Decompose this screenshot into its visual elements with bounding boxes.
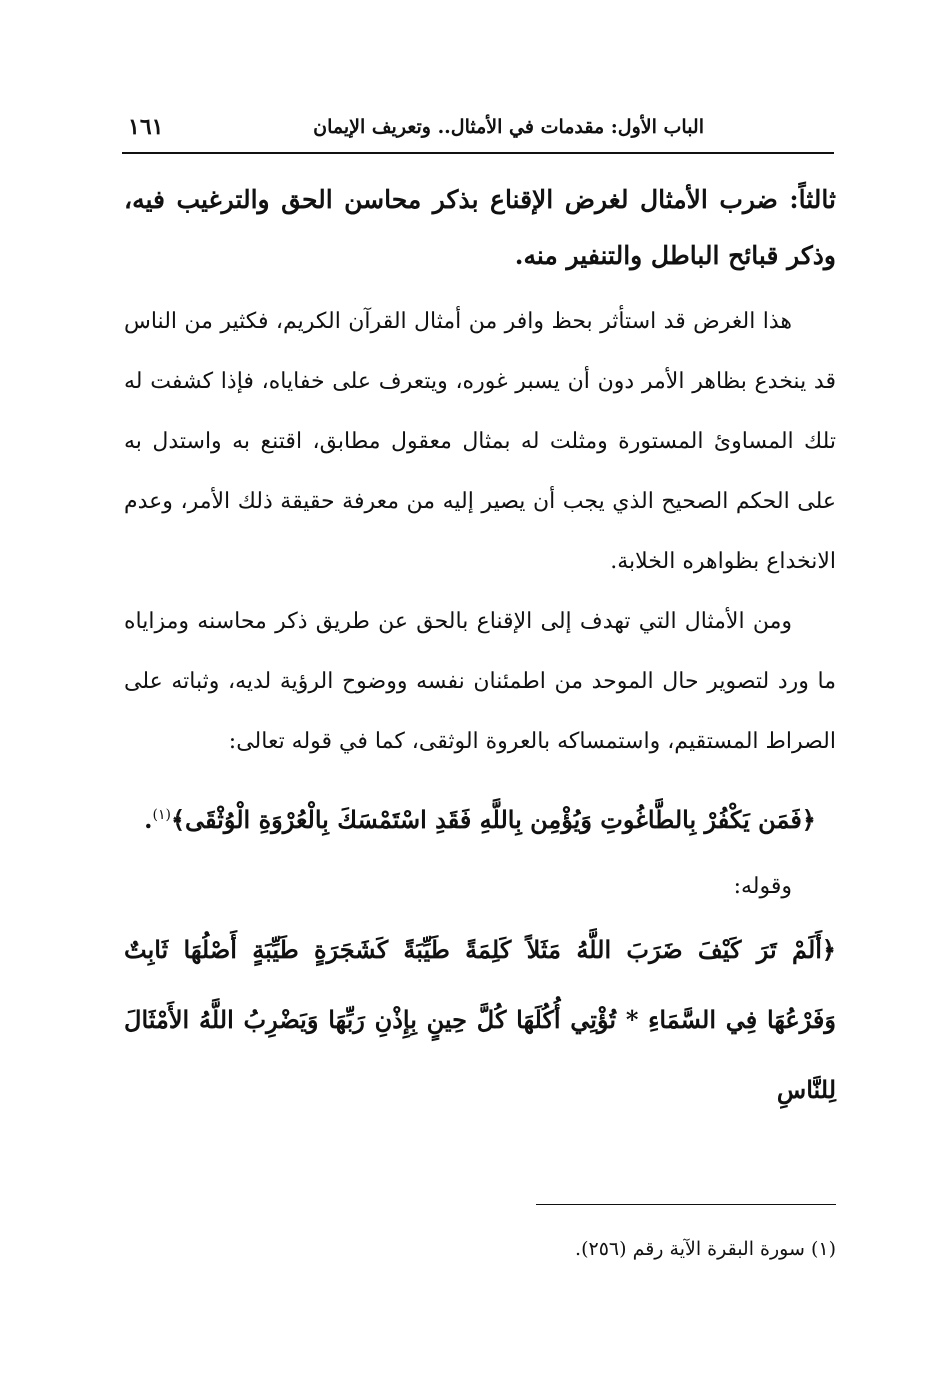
page-body — [124, 172, 836, 1125]
verse-end: . — [144, 805, 153, 834]
page-number: ١٦١ — [128, 114, 164, 140]
running-title: الباب الأول: مقدمات في الأمثال.. وتعريف الإيمان — [313, 116, 704, 138]
verse-text: ﴿فَمَن يَكْفُرْ بِالطَّاغُوتِ وَيُؤْمِن بِاللَّهِ فَقَدِ اسْتَمْسَكَ بِالْعُرْوَةِ الْوُثْقَى﴾ — [170, 805, 816, 834]
quran-verse: ﴿أَلَمْ تَرَ كَيْفَ ضَرَبَ اللَّهُ مَثَلاً كَلِمَةً طَيِّبَةً كَشَجَرَةٍ طَيِّبَةٍ أَصْلُهَا ثَابِتٌ وَفَرْعُهَا فِي السَّمَاءِ * تُؤْتِي أُكُلَهَا كُلَّ حِينٍ بِإِذْنِ رَبِّهَا وَيَضْرِبُ اللَّهُ الأَمْثَالَ لِلنَّاسِ — [124, 935, 836, 1104]
footnote-divider — [536, 1204, 836, 1205]
footnote-marker: (١) — [152, 807, 171, 823]
paragraph: هذا الغرض قد استأثر بحظ وافر من أمثال القرآن الكريم، فكثير من الناس قد ينخدع بظاهر الأمر دون أن يسبر غوره، ويتعرف على خفاياه، فإذا كشفت له تلك المساوئ المستورة ومثلت له بمثال معقول مطابق، اقتنع به واستدل به على الحكم الصحيح الذي يجب أن يصير إليه من معرفة حقيقة ذلك الأمر، وعدم الانخداع بظواهره الخلابة. — [124, 309, 837, 574]
footnote: (١) سورة البقرة الآية رقم (٢٥٦). — [575, 1238, 836, 1260]
section-heading: ثالثاً: ضرب الأمثال لغرض الإقناع بذكر محاسن الحق والترغيب فيه، وذكر قبائح الباطل والتنفير منه. — [124, 185, 836, 270]
quran-verse — [124, 782, 836, 853]
paragraph: ومن الأمثال التي تهدف إلى الإقناع بالحق عن طريق ذكر محاسنه ومزاياه ما ورد لتصوير حال الموحد من اطمئنان نفسه ووضوح الرؤية لديه، وثباته على الصراط المستقيم، واستمساكه بالعروة الوثقى، كما في قوله تعالى: — [124, 609, 836, 754]
verse-intro: وقوله: — [733, 874, 792, 899]
running-header — [122, 112, 834, 154]
